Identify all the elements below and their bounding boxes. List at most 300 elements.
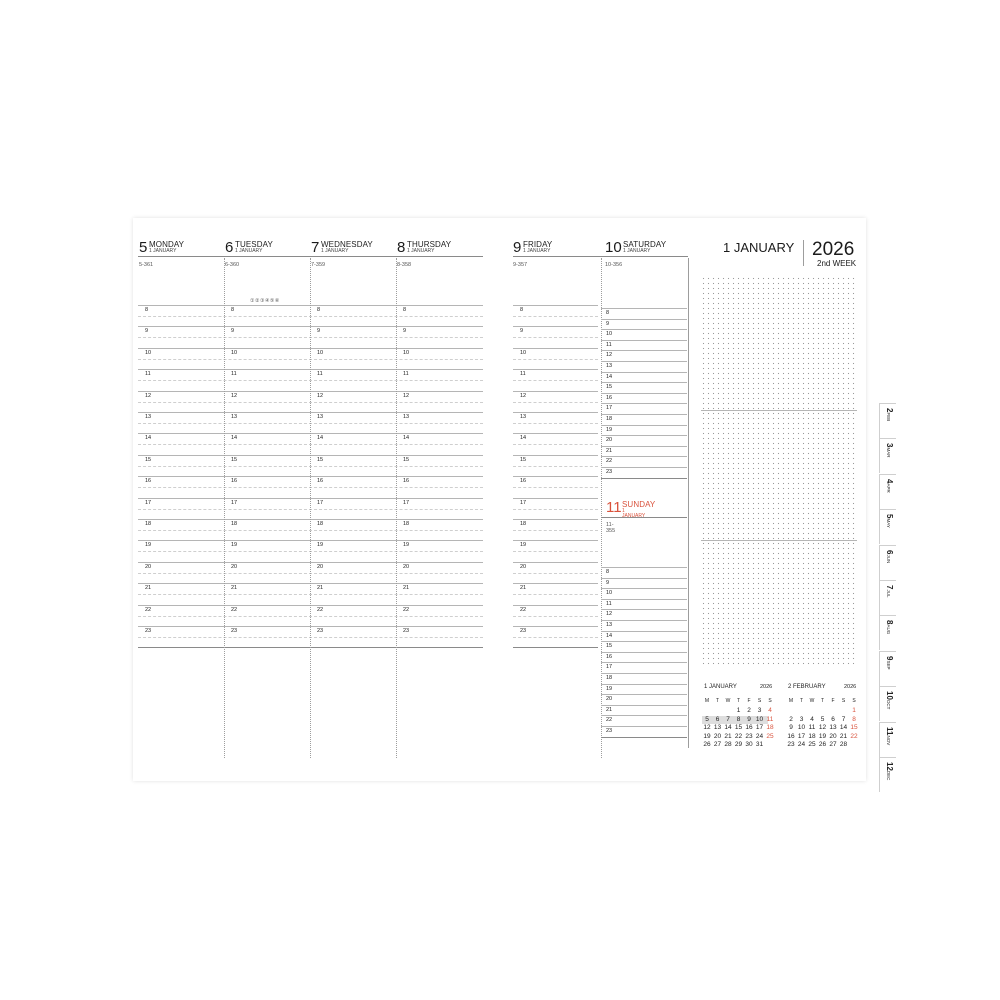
month-tab-label: 6JUN: [885, 549, 894, 563]
hour-rule: [513, 348, 598, 349]
planner-spread: [133, 218, 894, 781]
month-tab-abbr: JUL: [886, 589, 891, 598]
sat-hour-label: 23: [606, 469, 613, 475]
day-month: 1 JANUARY: [407, 248, 435, 254]
sun-hour-label: 17: [606, 664, 613, 671]
sun-hour-label: 23: [606, 728, 613, 734]
day-number: 6: [225, 239, 234, 256]
hour-label: 14: [231, 435, 238, 442]
mini-cal-day[interactable]: 28: [839, 741, 848, 748]
mini-cal-day[interactable]: 9: [789, 724, 793, 731]
hour-rule: [513, 626, 598, 627]
sat-hour-rule: [601, 329, 687, 330]
half-hour-rule: [513, 551, 598, 552]
half-hour-rule: [513, 466, 598, 467]
mini-cal-day[interactable]: 1: [852, 707, 856, 714]
hour-label: 8: [231, 307, 235, 313]
day-number: 9: [513, 239, 522, 256]
hour-label: 15: [231, 456, 238, 463]
hour-label: 17: [403, 499, 410, 506]
sat-hour-rule: [601, 372, 687, 373]
sun-hour-label: 15: [606, 643, 613, 650]
grid-bottom-rule: [513, 647, 598, 648]
mini-cal-day[interactable]: 2: [789, 715, 793, 723]
notes-divider-1: [701, 410, 857, 411]
hour-label: 16: [231, 478, 238, 485]
hour-rule: [513, 519, 598, 520]
month-tab-abbr: MAR: [886, 447, 891, 458]
day-of-year: 6-360: [225, 262, 240, 268]
mini-cal-day[interactable]: 25: [766, 732, 774, 740]
mini-cal-day[interactable]: 11: [766, 715, 774, 723]
mini-cal-day[interactable]: 20: [829, 732, 837, 740]
month-tab[interactable]: [879, 438, 896, 473]
hour-label: 13: [317, 414, 324, 420]
column-divider: [396, 258, 397, 758]
mini-cal-day[interactable]: 27: [829, 741, 837, 748]
sat-hour-rule: [601, 393, 687, 394]
sun-hour-label: 11: [606, 600, 612, 607]
sat-hour-label: 19: [606, 426, 613, 433]
sun-hour-label: 20: [606, 696, 613, 703]
sunday-day-of-year: 11-355: [606, 522, 616, 534]
mini-cal-day[interactable]: 25: [808, 741, 816, 748]
half-hour-rule: [513, 444, 598, 445]
month-tab-abbr: OCT: [886, 700, 891, 710]
heading-divider: [803, 240, 804, 266]
sat-hour-label: 13: [606, 363, 613, 369]
sun-hour-label: 9: [606, 579, 610, 586]
month-tab[interactable]: [879, 474, 896, 509]
hour-label: 12: [145, 392, 152, 399]
mini-cal-day[interactable]: 7: [841, 715, 846, 723]
sun-hour-rule: [601, 609, 687, 610]
sat-hour-rule: [601, 414, 687, 415]
mini-cal-day[interactable]: 16: [787, 732, 795, 740]
half-hour-rule: [513, 337, 598, 338]
mini-cal-day[interactable]: 14: [724, 724, 732, 731]
sun-hour-rule: [601, 588, 687, 589]
hour-label: 8: [317, 307, 321, 313]
half-hour-rule: [513, 359, 598, 360]
month-tab[interactable]: [879, 580, 896, 615]
sun-hour-rule: [601, 705, 687, 706]
hour-label: 9: [520, 328, 524, 335]
hour-label: 17: [520, 499, 527, 506]
hour-label: 22: [520, 606, 527, 613]
hour-label: 18: [403, 521, 410, 527]
hour-label: 12: [231, 392, 238, 399]
hour-label: 15: [145, 456, 152, 463]
hour-label: 23: [403, 628, 410, 634]
mini-cal-day[interactable]: 3: [757, 707, 762, 714]
hour-label: 16: [520, 478, 527, 485]
half-hour-rule: [513, 402, 598, 403]
day-number: 7: [311, 239, 320, 256]
holiday-marks: ①②③④⑤⑥: [250, 298, 280, 304]
sat-hour-rule: [601, 319, 687, 320]
sat-bottom-rule: [601, 478, 687, 479]
half-hour-rule: [513, 509, 598, 510]
hour-label: 20: [520, 563, 527, 570]
mini-cal-day[interactable]: 29: [734, 741, 743, 748]
hour-rule: [513, 433, 598, 434]
hour-label: 12: [520, 392, 527, 399]
mini-cal-day[interactable]: 31: [755, 741, 764, 748]
dot-grid-notes: [701, 276, 857, 666]
hour-label: 13: [231, 414, 238, 420]
month-tab[interactable]: [879, 403, 896, 438]
header-rule: [513, 256, 688, 257]
day-of-year: 5-361: [139, 262, 154, 268]
sat-hour-label: 8: [606, 310, 610, 316]
hour-label: 9: [403, 328, 407, 335]
mini-cal-day[interactable]: 3: [799, 715, 804, 723]
month-tab-label: 2FEB: [885, 408, 894, 422]
sun-hour-rule: [601, 652, 687, 653]
mini-cal-day[interactable]: 14: [839, 724, 848, 731]
hour-label: 22: [317, 606, 324, 613]
hour-rule: [513, 562, 598, 563]
month-tab-abbr: APR: [886, 483, 891, 493]
half-hour-rule: [513, 637, 598, 638]
sun-hour-rule: [601, 673, 687, 674]
mini-cal-day[interactable]: 17: [755, 724, 764, 731]
hour-label: 19: [403, 542, 410, 549]
hour-rule: [513, 540, 598, 541]
day-name: MONDAY: [149, 240, 185, 249]
hour-label: 11: [145, 371, 151, 378]
half-hour-rule: [513, 616, 598, 617]
sun-hour-rule: [601, 567, 687, 568]
sat-hour-rule: [601, 308, 687, 309]
mini-cal-weekday: T: [820, 698, 825, 704]
hour-label: 19: [520, 542, 527, 549]
sun-hour-rule: [601, 726, 687, 727]
hour-label: 19: [145, 542, 152, 549]
hour-label: 15: [520, 456, 527, 463]
mini-cal-day[interactable]: 10: [755, 715, 764, 723]
mini-cal-day[interactable]: 6: [831, 715, 835, 723]
month-tab-label: 7JUL: [885, 585, 894, 598]
mini-cal-day[interactable]: 19: [703, 732, 711, 740]
mini-cal-weekday: M: [704, 698, 710, 704]
hour-label: 14: [145, 435, 152, 442]
hour-rule: [513, 605, 598, 606]
hour-label: 18: [520, 521, 527, 527]
half-hour-rule: [513, 530, 598, 531]
hour-label: 14: [403, 435, 410, 442]
sat-hour-rule: [601, 403, 687, 404]
hour-label: 16: [317, 478, 324, 485]
sun-bottom-rule: [601, 737, 687, 738]
mini-cal-weekday: M: [788, 698, 794, 704]
hour-label: 21: [145, 585, 152, 592]
hour-label: 20: [317, 563, 324, 570]
month-tab[interactable]: [879, 757, 896, 792]
mini-cal-day[interactable]: 15: [850, 724, 858, 731]
mini-cal-day[interactable]: 4: [768, 707, 772, 714]
mini-cal-day[interactable]: 8: [852, 715, 856, 723]
month-tab[interactable]: [879, 545, 896, 580]
hour-label: 23: [520, 628, 527, 634]
half-hour-rule: [513, 423, 598, 424]
year-heading: 2026: [812, 239, 855, 260]
mini-cal-day[interactable]: 18: [766, 724, 774, 731]
mini-cal-day[interactable]: 17: [797, 732, 806, 740]
sat-hour-rule: [601, 467, 687, 468]
month-tab-label: 11NOV: [885, 726, 894, 745]
hour-label: 12: [403, 392, 410, 399]
month-tab[interactable]: [879, 615, 896, 650]
sun-hour-rule: [601, 641, 687, 642]
hour-label: 13: [520, 414, 527, 420]
sun-hour-label: 16: [606, 653, 613, 660]
sat-hour-label: 9: [606, 320, 610, 327]
mini-cal-day[interactable]: 8: [736, 715, 741, 723]
sun-hour-rule: [601, 684, 687, 685]
mini-cal-day[interactable]: 21: [724, 732, 732, 740]
sat-hour-label: 14: [606, 373, 613, 380]
hour-label: 13: [145, 414, 152, 420]
mini-cal-day[interactable]: 11: [808, 724, 816, 731]
mini-cal-weekday: T: [736, 698, 741, 704]
mini-cal-day[interactable]: 15: [734, 724, 743, 731]
mini-cal-day[interactable]: 6: [715, 715, 720, 723]
day-month: 1 JANUARY: [321, 248, 349, 254]
hour-label: 11: [520, 371, 526, 378]
hour-label: 10: [403, 349, 410, 356]
hour-label: 23: [317, 628, 324, 634]
sat-hour-rule: [601, 425, 687, 426]
column-divider: [224, 258, 225, 758]
mini-cal-day[interactable]: 30: [745, 741, 753, 748]
mini-cal-weekday: S: [841, 698, 846, 704]
mini-cal-weekday: W: [725, 698, 731, 704]
mini-cal-day[interactable]: 16: [745, 724, 753, 731]
hour-label: 19: [231, 542, 238, 549]
sun-hour-rule: [601, 631, 687, 632]
sat-hour-label: 20: [606, 437, 613, 444]
mini-cal-day[interactable]: 26: [818, 741, 827, 748]
hour-label: 9: [145, 328, 149, 335]
sun-hour-label: 13: [606, 622, 613, 628]
mini-cal-weekday: T: [715, 698, 720, 704]
sun-hour-rule: [601, 694, 687, 695]
month-tab[interactable]: [879, 651, 896, 686]
mini-cal-day[interactable]: 22: [734, 732, 743, 740]
hour-label: 20: [403, 563, 410, 570]
hour-label: 11: [231, 371, 237, 378]
day-name: TUESDAY: [235, 240, 273, 249]
hour-label: 21: [403, 585, 410, 592]
hour-label: 18: [145, 521, 152, 527]
hour-label: 14: [317, 435, 324, 442]
sun-hour-rule: [601, 599, 687, 600]
mini-cal-weekday: T: [799, 698, 804, 704]
day-name: WEDNESDAY: [321, 240, 373, 249]
column-divider: [310, 258, 311, 758]
day-month: 1 JANUARY: [623, 248, 651, 254]
hour-label: 15: [317, 456, 324, 463]
sun-hour-rule: [601, 620, 687, 621]
hour-label: 23: [231, 628, 238, 634]
mini-cal-weekday: W: [809, 698, 815, 704]
hour-label: 10: [231, 349, 238, 356]
day-of-year: 9-357: [513, 262, 528, 268]
mini-cal-day[interactable]: 23: [745, 732, 753, 740]
day-month: 1 JANUARY: [523, 248, 551, 254]
month-tab[interactable]: [879, 686, 896, 721]
mini-cal-day[interactable]: 27: [713, 741, 722, 748]
day-name: FRIDAY: [523, 240, 553, 249]
notes-divider-2: [701, 540, 857, 541]
mini-cal-day[interactable]: 4: [810, 715, 814, 723]
mini-cal-day[interactable]: 5: [820, 715, 825, 723]
sat-hour-rule: [601, 340, 687, 341]
month-tab[interactable]: [879, 722, 896, 757]
hour-label: 21: [317, 585, 324, 592]
hour-rule: [513, 369, 598, 370]
sat-hour-label: 11: [606, 341, 612, 348]
sat-hour-rule: [601, 456, 687, 457]
hour-label: 20: [145, 563, 152, 570]
hour-label: 17: [145, 499, 152, 506]
mini-cal-day[interactable]: 2: [747, 707, 751, 714]
mini-cal-year: 2026: [844, 684, 857, 690]
sun-hour-label: 18: [606, 675, 613, 681]
sat-hour-rule: [601, 435, 687, 436]
sun-hour-rule: [601, 662, 687, 663]
hour-label: 20: [231, 563, 238, 570]
sat-hour-label: 22: [606, 458, 613, 465]
mini-cal-day[interactable]: 26: [703, 741, 711, 748]
hour-label: 16: [145, 478, 152, 485]
sun-hour-label: 22: [606, 717, 613, 724]
day-of-year: 10-356: [605, 262, 623, 268]
hour-label: 9: [317, 328, 321, 335]
mini-cal-weekday: F: [831, 698, 835, 704]
hour-label: 11: [403, 371, 409, 378]
month-tab-abbr: MAY: [886, 518, 891, 529]
sat-hour-label: 12: [606, 352, 613, 359]
sun-hour-label: 8: [606, 569, 610, 575]
mini-cal-day[interactable]: 18: [808, 732, 816, 740]
mini-cal-day[interactable]: 12: [818, 724, 827, 731]
month-tab-label: 5MAY: [885, 514, 894, 529]
mini-cal-weekday: F: [747, 698, 751, 704]
sun-hour-label: 19: [606, 685, 613, 692]
hour-label: 13: [403, 414, 410, 420]
mini-cal-day[interactable]: 7: [726, 715, 730, 723]
mini-cal-weekday: S: [852, 698, 856, 704]
sun-hour-label: 10: [606, 590, 613, 597]
hour-label: 11: [317, 371, 323, 378]
hour-rule: [513, 326, 598, 327]
month-heading: 1 JANUARY: [723, 240, 795, 255]
hour-rule: [513, 455, 598, 456]
mini-cal-year: 2026: [760, 684, 773, 690]
page-divider: [688, 258, 689, 748]
hour-label: 19: [317, 542, 324, 549]
hour-label: 10: [145, 349, 152, 356]
header-rule: [138, 256, 483, 257]
hour-label: 8: [145, 307, 149, 313]
sat-hour-rule: [601, 361, 687, 362]
mini-cal-day[interactable]: 5: [705, 715, 709, 723]
sat-hour-label: 16: [606, 394, 613, 401]
hour-label: 16: [403, 478, 410, 485]
mini-cal-day[interactable]: 1: [736, 707, 741, 714]
sun-hour-rule: [601, 578, 687, 579]
hour-label: 21: [231, 585, 238, 592]
mini-cal-day[interactable]: 24: [797, 741, 806, 748]
mini-cal-weekday: S: [768, 698, 772, 704]
month-tab-label: 9SEP: [885, 655, 894, 670]
sunday-name: SUNDAY: [622, 500, 656, 509]
hour-label: 17: [231, 499, 238, 506]
mini-cal-day[interactable]: 12: [703, 724, 711, 731]
day-number: 8: [397, 239, 406, 256]
month-tab-abbr: SEP: [886, 660, 891, 670]
mini-cal-title: 2 FEBRUARY: [788, 684, 826, 690]
month-tab-label: 8AUG: [885, 620, 894, 635]
half-hour-rule: [513, 487, 598, 488]
day-number: 5: [139, 239, 148, 256]
sat-hour-rule: [601, 350, 687, 351]
hour-label: 10: [520, 349, 527, 356]
hour-label: 15: [403, 456, 410, 463]
hour-label: 23: [145, 628, 152, 634]
sun-hour-rule: [601, 715, 687, 716]
day-month: 1 JANUARY: [235, 248, 263, 254]
day-of-year: 8-358: [397, 262, 412, 268]
mini-cal-day[interactable]: 28: [724, 741, 732, 748]
sun-hour-label: 14: [606, 632, 613, 639]
hour-label: 17: [317, 499, 324, 506]
hour-label: 9: [231, 328, 235, 335]
sat-hour-rule: [601, 446, 687, 447]
mini-cal-day[interactable]: 21: [839, 732, 848, 740]
mini-cal-day[interactable]: 24: [755, 732, 764, 740]
hour-label: 10: [317, 349, 324, 356]
sun-hour-label: 12: [606, 611, 613, 618]
half-hour-rule: [513, 573, 598, 574]
mini-cal-day[interactable]: 20: [713, 732, 722, 740]
sat-hour-label: 17: [606, 405, 613, 412]
half-hour-rule: [513, 316, 598, 317]
hour-label: 12: [317, 392, 324, 399]
hour-rule: [513, 583, 598, 584]
month-tab-abbr: JUN: [886, 554, 891, 563]
hour-label: 22: [145, 606, 152, 613]
mini-cal-day[interactable]: 13: [829, 724, 837, 731]
sat-hour-rule: [601, 382, 687, 383]
mini-cal-day[interactable]: 10: [797, 724, 806, 731]
mini-cal-day[interactable]: 13: [713, 724, 722, 731]
month-tab-abbr: DEC: [886, 770, 891, 781]
month-tab[interactable]: [879, 509, 896, 544]
sunday-number: 11: [606, 499, 622, 516]
hour-label: 18: [231, 521, 238, 527]
mini-cal-day[interactable]: 23: [787, 741, 795, 748]
hour-rule: [513, 391, 598, 392]
hour-label: 8: [520, 307, 524, 313]
sat-hour-label: 10: [606, 331, 613, 338]
mini-cal-day[interactable]: 9: [747, 715, 751, 723]
mini-cal-day[interactable]: 19: [818, 732, 827, 740]
mini-cal-day[interactable]: 22: [850, 732, 858, 740]
